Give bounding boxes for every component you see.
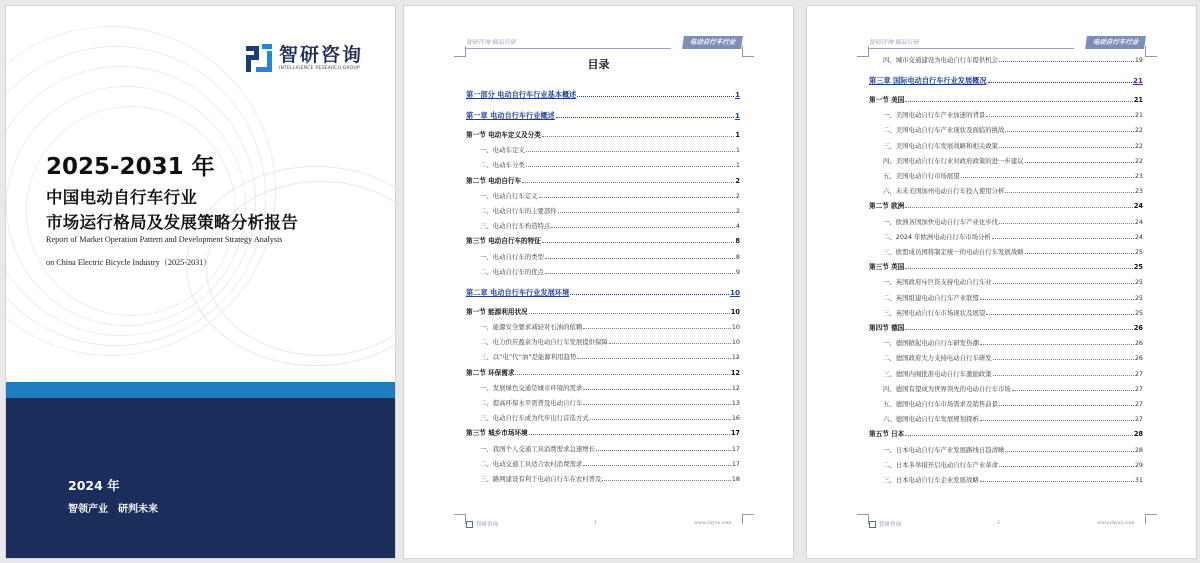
toc-leader-dots [583,382,731,390]
toc-entry-label: 一、电动车定义 [480,146,525,155]
toc-entry-page: 23 [1134,187,1143,196]
toc-entry-sec[interactable] [869,428,1143,440]
toc-entry-label: 第一节 美国 [869,96,905,104]
toc-entry-page: 12 [731,353,740,362]
toc-entry-item[interactable] [466,321,740,333]
toc-leader-dots [999,216,1134,224]
toc-entry-item[interactable] [466,336,740,348]
toc-entry-label: 二、电动自行车的优点 [480,267,544,276]
toc-entry-label: 五、德国电动自行车市场需求及销售前景 [883,400,999,408]
toc-entry-label: 四、城市交通建设为电动自行车提供机会 [883,56,999,64]
header-left-text: 智研咨询·精品行研 [869,39,919,46]
toc-entry-item[interactable] [869,185,1143,197]
toc-entry-page: 1 [734,90,740,99]
toc-entry-page: 10 [730,307,740,316]
toc-entry-item[interactable] [869,155,1143,167]
toc-entry-page: 28 [1134,445,1143,454]
toc-entry-label: 第三节 英国 [869,263,905,272]
toc-entry-label: 第二节 电动自行车 [466,176,522,185]
toc-leader-dots [545,251,735,259]
toc-entry-item[interactable] [869,140,1143,152]
header-left-text: 智研咨询·精品行研 [466,39,516,46]
footer-url[interactable]: www.chyxx.com [1097,520,1135,526]
toc-entry-part[interactable] [466,89,740,101]
cover-navy-band [6,398,395,559]
toc-entry-label: 二、提高环保水平需普及电动自行车 [480,399,583,407]
toc-entry-item[interactable] [869,383,1143,395]
toc-entry-label: 一、电动自行车定义 [480,191,538,200]
toc-entry-page: 17 [731,459,740,468]
toc-entry-label: 三、电动自行车构造特点 [480,222,551,231]
toc-entry-item[interactable] [869,459,1143,471]
toc-entry-item[interactable] [869,276,1143,288]
toc-entry-label: 二、电动车分类 [480,161,525,170]
toc-entry-item[interactable] [466,144,740,156]
cover-page [5,5,396,559]
toc-entry-page: 2 [735,207,740,215]
toc-entry-label: 第四节 德国 [869,324,905,332]
toc-entry-label: 一、能源安全要求减轻对石油的依赖 [480,323,583,331]
logo-name-cn: 智研咨询 [279,44,364,66]
toc-entry-page: 22 [1134,126,1143,135]
toc-entry-page: 25 [1134,248,1143,256]
toc-entry-label: 第一章 电动自行车行业概述 [466,111,555,120]
toc-entry-item[interactable] [869,231,1143,243]
toc-leader-dots [986,307,1134,315]
toc-entry-label: 三、路网建设有利于电动自行车在农村普及 [480,475,602,483]
toc-entry-label: 第一部分 电动自行车行业基本概述 [466,90,577,99]
toc-entry-sec[interactable] [869,261,1143,273]
toc-entry-label: 三、德国内阁批准电动自行车激励政策 [883,369,992,378]
toc-entry-label: 一、电动自行车的类型 [480,252,544,261]
toc-leader-dots [905,200,1133,208]
toc-entry-label: 三、欧盟成员国将制定统一的电动自行车发展战略 [883,248,1024,256]
footer-page-number: 2 [997,520,1000,526]
toc-entry-sec[interactable] [869,322,1143,334]
toc-leader-dots [993,352,1134,360]
toc-entry-item[interactable] [869,398,1143,410]
toc-entry-item[interactable] [869,413,1143,425]
toc-entry-item[interactable] [869,170,1143,182]
toc-entry-page: 31 [1134,476,1143,484]
footer-logo-icon [869,521,876,528]
toc-entry-label: 五、美国电动自行市场展望 [883,172,960,180]
cover-blue-stripe [6,382,395,398]
toc-entry-sec[interactable] [466,129,740,141]
toc-entry-item[interactable] [869,307,1143,319]
toc-entry-label: 第二节 环保需求 [466,368,515,377]
toc-entry-page: 8 [735,237,740,246]
header-badge: 电动自行车行业 [682,36,743,49]
toc-entry-page: 26 [1134,354,1143,363]
logo-mark-icon [246,44,274,74]
toc-entry-page: 18 [731,475,740,483]
toc-entry-page: 24 [1133,202,1143,211]
toc-entry-label: 二、电动自行车的主要部件 [480,207,557,215]
toc-entry-item[interactable] [869,474,1143,486]
toc-entry-page: 9 [735,267,740,276]
toc-leader-dots [993,276,1134,284]
toc-leader-dots [596,443,731,451]
toc-entry-label: 一、欧洲各国加快电动自行车产业化步伐 [883,217,999,226]
toc-entry-page: 24 [1134,217,1143,226]
toc-page-1 [403,5,794,559]
toc-page-2 [806,5,1197,559]
toc-entry-label: 一、英国政府斥巨资支持电动自行车业 [883,278,992,287]
toc-leader-dots [570,287,729,295]
toc-entry-label: 二、德国政府大力支持电动自行车研发 [883,354,992,363]
toc-leader-dots [529,306,730,314]
toc-entry-page: 25 [1134,293,1143,302]
toc-leader-dots [988,75,1132,83]
header-rule [869,48,1074,49]
cover-title-line1: 中国电动自行车行业 [46,188,198,207]
toc-leader-dots [577,89,734,97]
toc-entry-item[interactable] [869,337,1143,349]
toc-entry-label: 三、日本电动自行车企业发展战略 [883,476,979,484]
toc-leader-dots [522,175,734,183]
footer-corner-mark [742,514,754,524]
cover-publish-year: 2024 年 [68,478,120,493]
toc-leader-dots [526,144,735,152]
toc-entry-sec[interactable] [466,367,740,379]
toc-entry-label: 一、日本电动自行车产业发展路线日趋清晰 [883,445,1005,454]
toc-leader-dots [980,413,1134,421]
toc-entry-item[interactable] [466,443,740,455]
toc-entry-label: 三、英国电动自行车市场现状及展望 [883,308,986,317]
toc-entry-page: 17 [730,429,740,438]
toc-entry-page: 27 [1134,369,1143,378]
toc-leader-dots [529,427,730,435]
toc-entry-item[interactable] [869,368,1143,380]
toc-entry-label: 三、美国电动自行车发展战略和相关政策 [883,141,999,150]
toc-entry-item[interactable] [869,124,1143,136]
toc-leader-dots [1012,383,1134,391]
toc-entry-label: 第一节 能源利用状况 [466,307,528,316]
footer-corner-mark [454,514,466,524]
toc-entry-page: 27 [1134,415,1143,424]
toc-entry-page: 26 [1133,324,1143,332]
toc-entry-page: 24 [1134,232,1143,241]
toc-leader-dots [577,351,731,359]
toc-leader-dots [1025,246,1134,254]
toc-leader-dots [986,109,1134,117]
toc-entry-page: 12 [730,368,740,377]
toc-entry-chap[interactable] [869,75,1143,87]
footer-page-number: 1 [594,520,597,526]
toc-entry-label: 二、电动交通工具适合农村消费需求 [480,459,583,468]
toc-entry-item[interactable] [466,205,740,217]
toc-entry-page: 16 [731,414,740,423]
toc-entry-item[interactable] [466,382,740,394]
toc-entry-page: 8 [735,252,740,261]
toc-leader-dots [558,205,735,213]
toc-leader-dots [542,129,735,137]
toc-entry-item[interactable] [869,444,1143,456]
toc-leader-dots [999,459,1134,467]
toc-entry-item[interactable] [466,351,740,363]
toc-entry-label: 二、美国电动自行车产业现状及面临的挑战 [883,126,1005,135]
toc-leader-dots [1005,444,1133,452]
toc-entry-label: 一、美国电动自行车产业加速的背景 [883,111,986,120]
toc-entry-label: 四、德国有望成为世界领先的电动自行车市场 [883,384,1011,393]
toc-entry-page: 22 [1134,141,1143,150]
toc-leader-dots [515,367,729,375]
toc-entry-label: 二、日本多举措开启电动自行车产业革命 [883,460,999,469]
toc-leader-dots [980,474,1134,482]
toc-entry-page: 25 [1134,308,1143,317]
toc-entry-label: 三、以“电”代“油”是能源利用趋势 [480,353,577,362]
header-badge: 电动自行车行业 [1085,36,1146,49]
toc-entry-item[interactable] [869,292,1143,304]
toc-entry-label: 二、电力供应盈余为电动自行车发展提供保障 [480,338,608,347]
toc-entry-page: 28 [1133,430,1143,439]
footer-logo-icon [466,521,473,528]
toc-entry-chap[interactable] [466,110,740,122]
toc-entry-page: 2 [735,191,740,200]
toc-entry-page: 19 [1134,56,1143,64]
toc-entry-page: 21 [1133,96,1143,104]
toc-entry-label: 第二章 电动自行车行业发展环境 [466,287,570,297]
cover-slogan: 智领产业 研判未来 [68,504,158,515]
toc-entry-item[interactable] [869,54,1143,66]
toc-leader-dots [1005,185,1133,193]
toc-entry-label: 六、德国电动自行车发展规划探析 [883,415,979,424]
toc-leader-dots [545,266,735,274]
toc-entry-page: 21 [1134,111,1143,120]
toc-entry-page: 10 [731,323,740,331]
toc-entry-page: 1 [735,131,740,139]
toc-entry-label: 六、未来美国加州电动自行车投入使用分析 [883,187,1005,196]
toc-entry-label: 一、发展绿色交通是城市环境的需求 [480,383,583,392]
toc-entry-page: 29 [1134,460,1143,469]
toc-entry-page: 13 [731,399,740,407]
toc-entry-label: 一、我国个人交通工具消费需求急速增长 [480,444,596,453]
toc-entry-sec[interactable] [869,200,1143,212]
toc-entry-item[interactable] [869,246,1143,258]
toc-leader-dots [999,398,1134,406]
header-corner-mark [1145,46,1157,57]
toc-leader-dots [980,337,1134,345]
cover-title-en-line1: Report of Market Operation Pattern and Development Strategy Analysis [46,235,283,244]
toc-entry-item[interactable] [466,266,740,278]
toc-leader-dots [999,54,1134,62]
toc-leader-dots [609,336,731,344]
toc-leader-dots [1025,155,1134,163]
toc-leader-dots [999,140,1134,148]
toc-leader-dots [539,190,735,198]
toc-entry-page: 21 [1132,76,1143,85]
footer-corner-mark [857,514,869,524]
toc-entry-chap[interactable] [466,287,740,299]
toc-leader-dots [980,292,1134,300]
toc-entry-page: 10 [729,287,740,297]
toc-leader-dots [905,428,1133,436]
toc-leader-dots [583,397,731,405]
toc-leader-dots [602,473,730,481]
toc-entry-page: 1 [735,146,740,155]
toc-leader-dots [905,94,1133,102]
toc-entry-page: 2 [735,176,740,185]
toc-leader-dots [542,235,735,243]
toc-entry-page: 10 [731,338,740,347]
footer-corner-mark [1145,514,1157,524]
toc-entry-label: 三、电动自行车成为代步出行首选方式 [480,414,589,423]
toc-entry-page: 4 [735,222,740,231]
toc-entry-label: 一、德国掀起电动自行车研发热潮 [883,339,979,348]
footer-logo: 智研咨询 [466,520,498,528]
toc-leader-dots [961,170,1134,178]
toc-leader-dots [583,458,731,466]
toc-entry-page: 22 [1134,156,1143,165]
toc-entry-sec[interactable] [466,306,740,318]
toc-leader-dots [526,159,735,167]
toc-entry-page: 17 [731,444,740,453]
toc-leader-dots [992,231,1134,239]
logo-name-en: INTELLIGENCE RESEARCH GROUP [279,66,360,71]
toc-entry-sec[interactable] [466,175,740,187]
toc-entry-label: 第一节 电动车定义及分类 [466,131,541,139]
header-corner-mark [857,46,869,57]
toc-entry-label: 四、美国电动自行车行业对政府政策的进一步建议 [883,156,1024,165]
toc-leader-dots [1005,124,1133,132]
toc-entry-item[interactable] [466,412,740,424]
toc-entry-item[interactable] [466,458,740,470]
toc-entry-page: 23 [1134,172,1143,180]
toc-leader-dots [583,321,731,329]
footer-logo: 智研咨询 [869,520,901,528]
toc-entry-item[interactable] [466,190,740,202]
toc-entry-page: 25 [1134,278,1143,287]
cover-title-en-line2: on China Electric Bicycle Industry（2025-2031） [46,258,212,267]
toc-entry-page: 26 [1134,339,1143,348]
toc-entry-item[interactable] [869,352,1143,364]
header-rule [466,48,671,49]
toc-entry-page: 1 [734,111,740,120]
toc-leader-dots [556,110,734,118]
toc-title: 目录 [587,58,610,71]
toc-entry-label: 第二节 欧洲 [869,202,905,211]
toc-leader-dots [905,322,1133,330]
cover-title-line2: 市场运行格局及发展策略分析报告 [46,213,298,232]
company-logo [246,44,363,74]
toc-entry-item[interactable] [466,251,740,263]
toc-entry-item[interactable] [869,216,1143,228]
toc-leader-dots [590,412,731,420]
toc-entry-label: 第三节 电动自行车的特征 [466,237,541,246]
toc-entry-item[interactable] [869,109,1143,121]
toc-entry-page: 27 [1134,400,1143,408]
toc-leader-dots [551,220,735,228]
footer-url[interactable]: www.chyxx.com [694,520,732,526]
toc-entry-label: 第三章 国际电动自行车行业发展概况 [869,76,987,85]
toc-entry-label: 第三节 城乡市场环境 [466,429,528,438]
cover-year-range: 2025-2031 年 [46,154,215,180]
toc-entry-sec[interactable] [869,94,1143,106]
toc-entry-page: 12 [731,383,740,392]
toc-entry-label: 二、英国组建电动自行车产业联盟 [883,293,979,302]
toc-entry-label: 第五节 日本 [869,430,905,439]
toc-entry-item[interactable] [466,159,740,171]
toc-entry-page: 1 [735,161,740,170]
toc-entry-page: 25 [1133,263,1143,272]
toc-entry-item[interactable] [466,397,740,409]
toc-entry-sec[interactable] [466,235,740,247]
toc-entry-sec[interactable] [466,427,740,439]
toc-entry-item[interactable] [466,473,740,485]
toc-entry-page: 27 [1134,384,1143,393]
toc-leader-dots [993,368,1134,376]
toc-leader-dots [905,261,1133,269]
toc-entry-label: 二、2024 年欧洲电动自行车市场分析 [883,232,991,241]
toc-entry-item[interactable] [466,220,740,232]
